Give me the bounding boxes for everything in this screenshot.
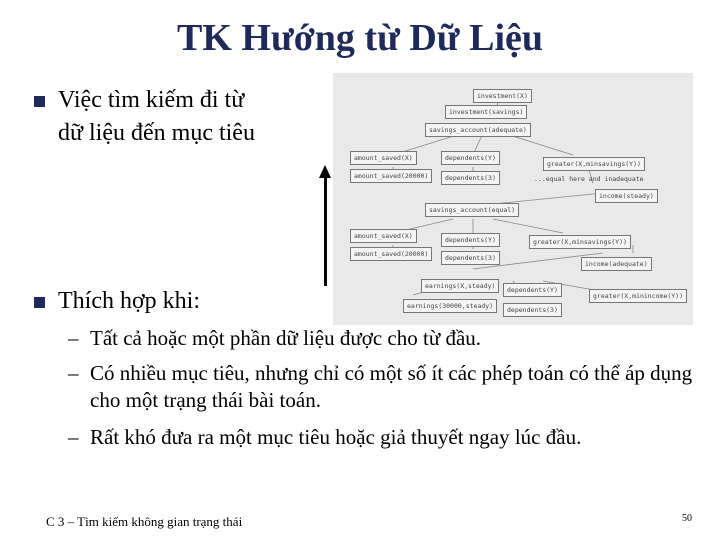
dash-marker: – xyxy=(68,326,79,350)
diagram-node: greater(X,minincome(Y)) xyxy=(589,289,687,303)
search-graph-diagram xyxy=(333,73,693,325)
page-number: 50 xyxy=(682,513,692,524)
diagram-node: dependents(3) xyxy=(503,303,562,317)
subitem-3 xyxy=(68,424,708,451)
diagram-node: greater(X,minsavings(Y)) xyxy=(543,157,645,171)
diagram-node: amount_saved(X) xyxy=(350,229,417,243)
subitem-text: Tất cả hoặc một phần dữ liệu được cho từ đầu. xyxy=(90,326,482,350)
bullet-data-driven-search xyxy=(58,84,308,150)
diagram-node: dependents(Y) xyxy=(503,283,562,297)
diagram-node: earnings(30000,steady) xyxy=(403,299,497,313)
bullet-line-2: dữ liệu đến mục tiêu xyxy=(58,120,255,146)
slide-title: TK Hướng từ Dữ Liệu xyxy=(176,17,544,59)
diagram-node: savings_account(equal) xyxy=(425,203,519,217)
diagram-node: amount_saved(X) xyxy=(350,151,417,165)
diagram-node: investment(X) xyxy=(473,89,532,103)
diagram-node: savings_account(adequate) xyxy=(425,123,531,137)
diagram-node: dependents(3) xyxy=(441,251,500,265)
dash-marker: – xyxy=(68,425,79,449)
subitem-1 xyxy=(68,325,708,352)
subitem-text: Có nhiều mục tiêu, nhưng chỉ có một số ít các phép toán có thể áp dụng cho một trạng thái bài toán. xyxy=(90,361,693,412)
diagram-node: dependents(Y) xyxy=(441,151,500,165)
subitem-text: Rất khó đưa ra một mục tiêu hoặc giả thuyết ngay lúc đầu. xyxy=(90,425,582,449)
diagram-node: amount_saved(20000) xyxy=(350,169,432,183)
diagram-node: dependents(Y) xyxy=(441,233,500,247)
bullet-line-1: Việc tìm kiếm đi từ xyxy=(58,87,245,113)
footer-chapter-title: C 3 – Tìm kiếm không gian trạng thái xyxy=(46,514,243,529)
diagram-node: investment(savings) xyxy=(445,105,527,119)
diagram-node: income(adequate) xyxy=(581,257,652,271)
bullet-square-icon xyxy=(34,297,45,308)
diagram-node: earnings(X,steady) xyxy=(421,279,499,293)
diagram-node: greater(X,minsavings(Y)) xyxy=(529,235,631,249)
diagram-node: ...equal here and inadequate xyxy=(534,175,644,183)
upward-arrow-head-icon xyxy=(319,165,331,178)
diagram-node: income(steady) xyxy=(595,189,658,203)
upward-arrow-shaft xyxy=(324,176,327,286)
dash-marker: – xyxy=(68,361,79,385)
subitem-2 xyxy=(68,360,708,414)
bullet-suitable-when: Thích hợp khi: xyxy=(58,288,201,314)
bullet-square-icon xyxy=(34,96,45,107)
diagram-node: dependents(3) xyxy=(441,171,500,185)
diagram-node: amount_saved(20000) xyxy=(350,247,432,261)
